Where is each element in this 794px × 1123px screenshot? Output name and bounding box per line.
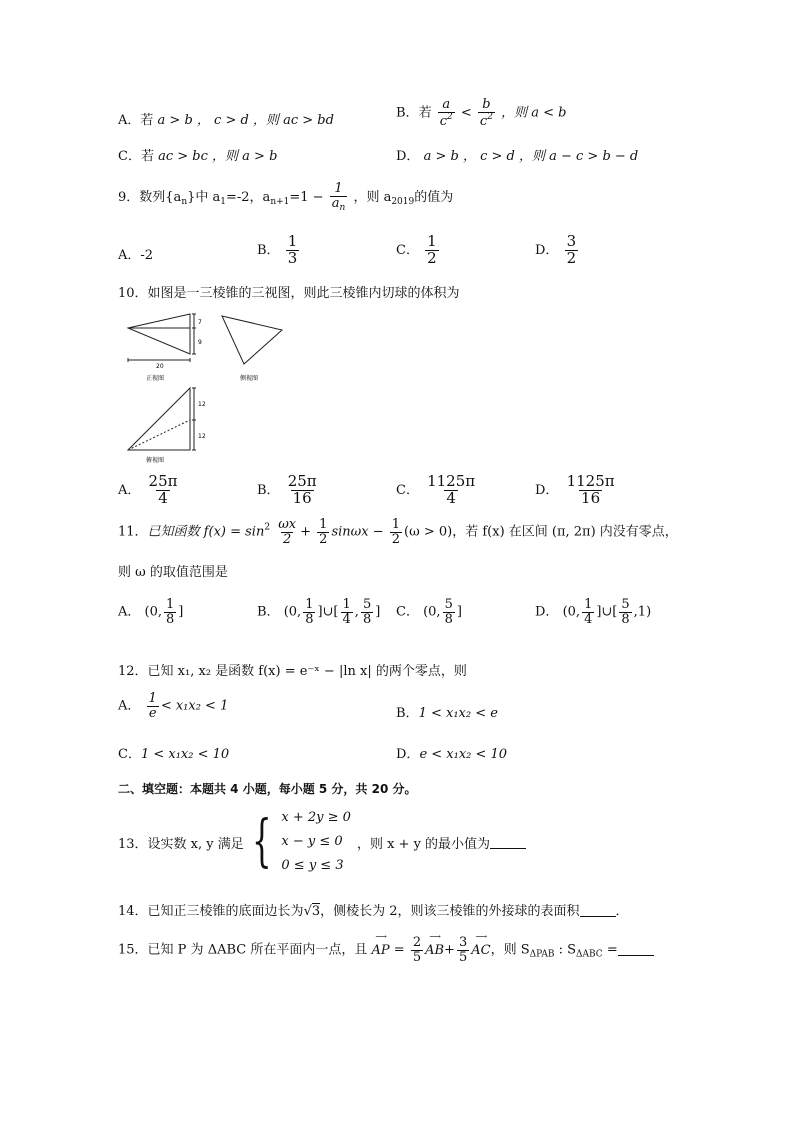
q9-option-a: A．-2 [118,248,154,263]
q14: 14．已知正三棱锥的底面边长为√3，侧棱长为 2，则该三棱锥的外接球的表面积 ． [118,904,629,919]
front-dim-width: 20 [156,363,164,370]
q12-option-d: D．e < x₁x₂ < 10 [396,747,508,762]
q10-stem: 10．如图是一三棱锥的三视图，则此三棱锥内切球的体积为 [118,286,460,301]
q13: 13． 设实数 x, y 满足 { x + 2y ≥ 0 x − y ≤ 0 0 ≤ y ≤ 3 ，则 x + y 的最小值为 [118,806,526,878]
sqrt-icon: √ [303,904,312,919]
q11-option-d: D． (0, $\frac{1}{4}$ ]∪[ $\frac{5}{8}$ ,1) [535,597,652,627]
q9-option-d: D． $\frac{3}{2}$ [535,232,577,267]
side-view-caption: 侧视图 [240,375,259,382]
vector-ab: ⟶ AB [425,931,445,958]
answer-blank[interactable] [490,836,526,849]
q10-option-c: C． $\frac{1125\pi}{4}$ [396,472,476,507]
answer-blank[interactable] [580,904,616,917]
q8-option-a: A．若 a > b ， c > d ，则 ac > bd [118,113,334,128]
section-title: 二、填空题：本题共 4 小题，每小题 5 分，共 20 分。 [118,782,417,796]
q15: 15．已知 P 为 ΔABC 所在平面内一点，且 ⟶ AP = $\frac{2}{5}$ ⟶ AB+ $\frac{3}{5}$ ⟶ AC，则 $S_{\Delta PAB}$ : $S_{\Delta ABC}$ = [118,936,654,964]
top-dim-upper: 12 [198,401,206,408]
side-view [222,316,282,364]
front-dim-top: 7 [198,319,202,326]
top-dim-lower: 12 [198,433,206,440]
vector-ac: ⟶ AC [471,931,491,958]
front-view [128,314,196,362]
q10-three-view-figure [118,306,298,466]
front-view-caption: 正视图 [146,375,165,382]
q9-option-c: C． $\frac{1}{2}$ [396,232,437,267]
left-brace-icon: { [251,809,272,874]
q10-option-a: A． $\frac{25\pi}{4}$ [118,472,178,507]
top-view-caption: 俯视图 [146,457,165,464]
q11-option-c: C． (0, $\frac{5}{8}$ ] [396,597,462,627]
vector-ap: ⟶ AP [371,931,390,958]
top-view [128,388,196,450]
q12-option-b: B．1 < x₁x₂ < e [396,706,498,721]
q11-stem: 11．已知函数 $f(x) = \sin^2$ $\frac{\omega x}{2}$ + $\frac{1}{2}$ sinωx − $\frac{1}{2}$ (ω > 0)，若 f(x) 在区间 (π, 2π) 内没有零点， [118,517,678,547]
q12-option-c: C．1 < x₁x₂ < 10 [118,747,230,762]
q11-line2: 则 ω 的取值范围是 [118,565,228,580]
front-dim-bottom: 9 [198,339,202,346]
answer-blank[interactable] [618,943,654,956]
q12-stem: 12．已知 x₁, x₂ 是函数 f(x) = e⁻ˣ − |ln x| 的两个零点，则 [118,664,467,679]
q10-option-b: B． $\frac{25\pi}{16}$ [257,472,317,507]
q8-option-b: B．若 $\frac{a}{c^2}$ < $\frac{b}{c^2}$ ，则 a < b [396,97,567,129]
q12-option-a: A． $\frac{1}{e}$ < x₁x₂ < 1 [118,691,229,721]
q10-option-d: D． $\frac{1125\pi}{16}$ [535,472,615,507]
q8-option-d: D． a > b ， c > d ，则 a − c > b − d [396,149,639,164]
q11-option-a: A． (0, $\frac{1}{8}$ ] [118,597,184,627]
q8-option-c: C．若 ac > bc ，则 a > b [118,149,278,164]
q11-option-b: B． (0, $\frac{1}{8}$ ]∪[ $\frac{1}{4}$ , $\frac{5}{8}$ ] [257,597,381,627]
q9-stem: 9．数列$\{a_n\}$中 $a_1=-2$，$a_{n+1}=1$ − $\frac{1}{a_n}$ ，则 $a_{2019}$的值为 [118,181,454,213]
q9-option-b: B． $\frac{1}{3}$ [257,232,298,267]
